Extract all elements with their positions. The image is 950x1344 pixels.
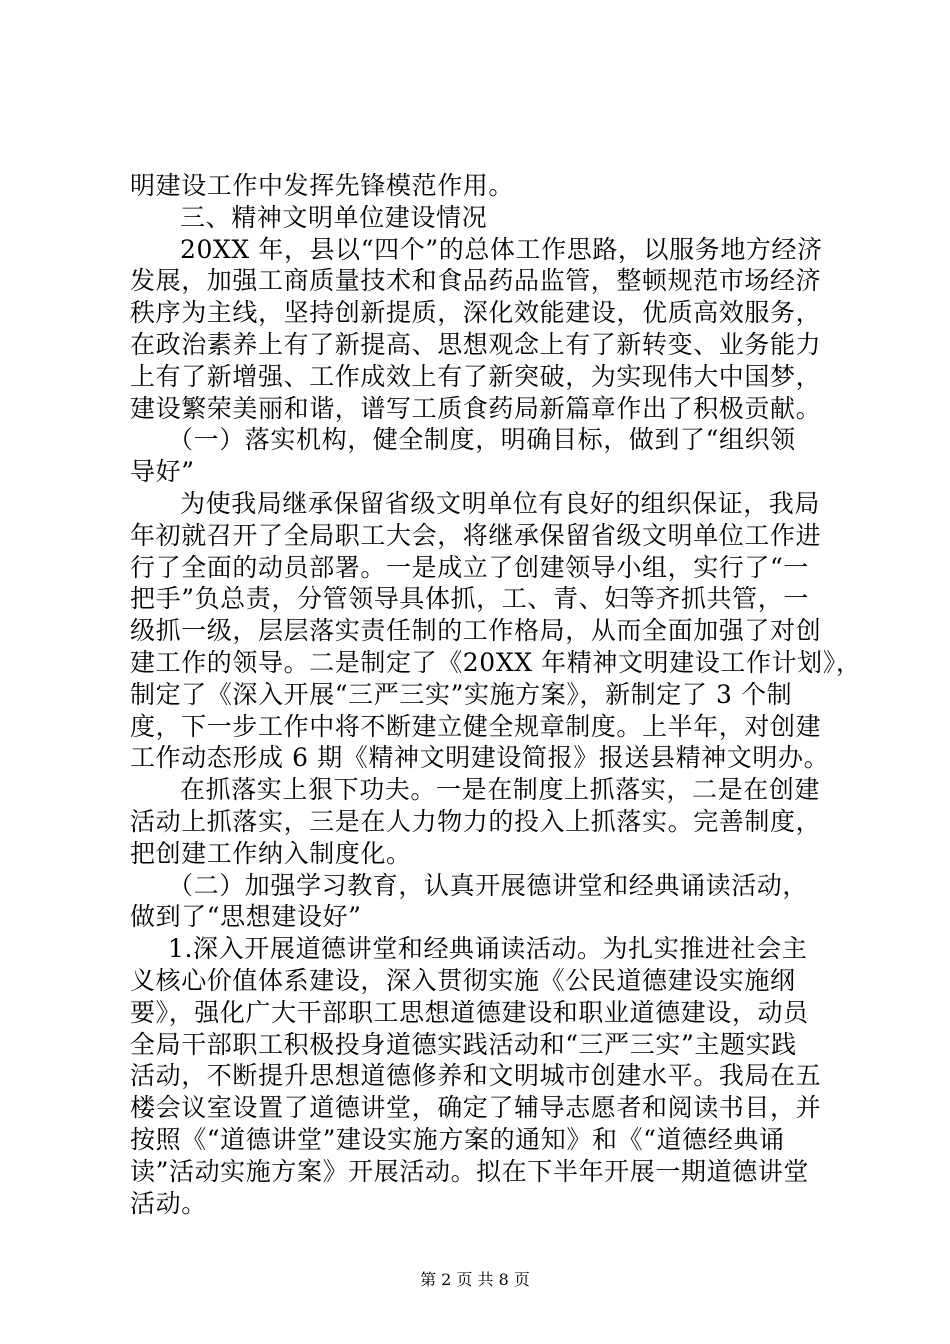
body-line: 把创建工作纳入制度化。 — [130, 838, 412, 868]
body-line: 制定了《深入开展“三严三实”实施方案》，新制定了 3 个制 — [130, 679, 793, 709]
body-line: 明建设工作中发挥先锋模范作用。 — [130, 171, 515, 200]
body-line: 建设繁荣美丽和谐，谱写工质食药局新篇章作出了积极贡献。 — [130, 393, 822, 423]
body-line: 工作动态形成 6 期《精神文明建设简报》报送县精神文明办。 — [130, 743, 830, 773]
body-line: 1.深入开展道德讲堂和经典诵读活动。为扎实推进社会主 — [168, 934, 808, 964]
body-line: 秩序为主线，坚持创新提质，深化效能建设，优质高效服务， — [130, 298, 822, 328]
body-line: 活动，不断提升思想道德修养和文明城市创建水平。我局在五 — [130, 1061, 822, 1091]
body-line: 按照《“道德讲堂”建设实施方案的通知》和《“道德经典诵 — [130, 1124, 785, 1154]
page-number-footer: 第 2 页 共 8 页 — [420, 1270, 530, 1289]
body-line: 20XX 年，县以“四个”的总体工作思路，以服务地方经济 — [180, 234, 823, 264]
body-line: 发展，加强工商质量技术和食品药品监管，整顿规范市场经济 — [130, 266, 822, 296]
body-line: 上有了新增强、工作成效上有了新突破，为实现伟大中国梦， — [130, 361, 822, 391]
body-line: 级抓一级，层层落实责任制的工作格局，从而全面加强了对创 — [130, 616, 822, 646]
body-line: 活动。 — [130, 1188, 207, 1218]
body-line: 建工作的领导。二是制定了《20XX 年精神文明建设工作计划》， — [130, 647, 862, 677]
subsection-heading: （二）加强学习教育，认真开展德讲堂和经典诵读活动， — [168, 870, 809, 900]
body-line: 把手”负总责，分管领导具体抓，工、青、妇等齐抓共管，一 — [130, 584, 809, 614]
body-line: 楼会议室设置了道德讲堂，确定了辅导志愿者和阅读书目，并 — [130, 1093, 822, 1123]
body-line: 为使我局继承保留省级文明单位有良好的组织保证，我局 — [180, 488, 821, 518]
body-line: 在抓落实上狠下功夫。一是在制度上抓落实，二是在创建 — [180, 775, 821, 805]
subsection-heading-cont: 导好” — [130, 457, 195, 487]
body-line: 行了全面的动员部署。一是成立了创建领导小组，实行了“一 — [130, 552, 809, 582]
body-line: 在政治素养上有了新提高、思想观念上有了新转变、业务能力 — [130, 329, 822, 359]
body-line: 要》，强化广大干部职工思想道德建设和职业道德建设，动员 — [130, 997, 809, 1027]
body-line: 活动上抓落实，三是在人力物力的投入上抓落实。完善制度， — [130, 806, 822, 836]
body-line: 年初就召开了全局职工大会，将继承保留省级文明单位工作进 — [130, 520, 822, 550]
subsection-heading-cont: 做到了“思想建设好” — [130, 902, 362, 932]
subsection-heading: （一）落实机构，健全制度，明确目标，做到了“组织领 — [168, 425, 796, 455]
body-line: 义核心价值体系建设，深入贯彻实施《公民道德建设实施纲 — [130, 965, 796, 995]
body-line: 全局干部职工积极投身道德实践活动和“三严三实”主题实践 — [130, 1029, 797, 1059]
document-body — [130, 170, 862, 1219]
body-line: 度，下一步工作中将不断建立健全规章制度。上半年，对创建 — [130, 711, 822, 741]
body-line: 读”活动实施方案》开展活动。拟在下半年开展一期道德讲堂 — [130, 1156, 809, 1186]
section-heading: 三、精神文明单位建设情况 — [180, 202, 488, 232]
